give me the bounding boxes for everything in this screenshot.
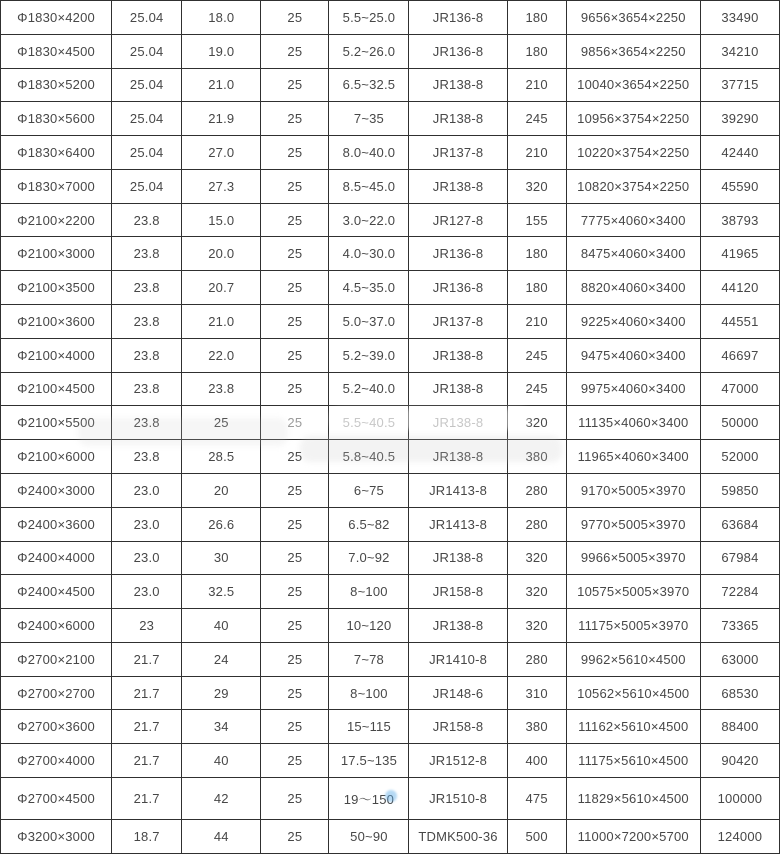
cell-model: Φ2100×3500 — [1, 271, 112, 305]
cell-dimensions: 10562×5610×4500 — [566, 676, 700, 710]
cell-feeding-size: 25 — [261, 507, 329, 541]
cell-dimensions: 11000×7200×5700 — [566, 820, 700, 854]
cell-ball-load: 44 — [182, 820, 261, 854]
cell-dimensions: 9770×5005×3970 — [566, 507, 700, 541]
cell-model: Φ2100×4500 — [1, 372, 112, 406]
cell-weight: 33490 — [700, 1, 779, 35]
cell-power: 210 — [507, 68, 566, 102]
cell-weight: 59850 — [700, 473, 779, 507]
cell-weight: 37715 — [700, 68, 779, 102]
cell-ball-load: 15.0 — [182, 203, 261, 237]
cell-motor-model: JR1413-8 — [409, 473, 507, 507]
cell-power: 210 — [507, 136, 566, 170]
cell-capacity: 7~35 — [329, 102, 409, 136]
cell-power: 180 — [507, 34, 566, 68]
cell-speed: 23.0 — [112, 507, 182, 541]
cell-capacity: 50~90 — [329, 820, 409, 854]
table-row — [1, 338, 780, 372]
cell-speed: 25.04 — [112, 169, 182, 203]
cell-speed: 25.04 — [112, 1, 182, 35]
cell-feeding-size: 25 — [261, 271, 329, 305]
table-row — [1, 744, 780, 778]
cell-dimensions: 9856×3654×2250 — [566, 34, 700, 68]
cell-power: 380 — [507, 440, 566, 474]
cell-dimensions: 11135×4060×3400 — [566, 406, 700, 440]
cell-speed: 21.7 — [112, 777, 182, 819]
cell-capacity: 7.0~92 — [329, 541, 409, 575]
table-row — [1, 473, 780, 507]
cell-ball-load: 32.5 — [182, 575, 261, 609]
cell-feeding-size: 25 — [261, 237, 329, 271]
cell-dimensions: 9975×4060×3400 — [566, 372, 700, 406]
cell-model: Φ1830×6400 — [1, 136, 112, 170]
cell-speed: 18.7 — [112, 820, 182, 854]
cell-model: Φ1830×5600 — [1, 102, 112, 136]
cell-motor-model: JR138-8 — [409, 68, 507, 102]
cell-weight: 50000 — [700, 406, 779, 440]
cell-weight: 34210 — [700, 34, 779, 68]
cell-speed: 23.8 — [112, 203, 182, 237]
cell-motor-model: JR127-8 — [409, 203, 507, 237]
table-row — [1, 372, 780, 406]
cell-model: Φ2100×6000 — [1, 440, 112, 474]
cell-weight: 73365 — [700, 609, 779, 643]
table-row — [1, 609, 780, 643]
cell-capacity: 5.5~40.5 — [329, 406, 409, 440]
cell-ball-load: 25 — [182, 406, 261, 440]
cell-power: 280 — [507, 507, 566, 541]
cell-dimensions: 10956×3754×2250 — [566, 102, 700, 136]
cell-power: 280 — [507, 473, 566, 507]
cell-ball-load: 22.0 — [182, 338, 261, 372]
cell-capacity: 6.5~82 — [329, 507, 409, 541]
cell-weight: 42440 — [700, 136, 779, 170]
cell-dimensions: 10040×3654×2250 — [566, 68, 700, 102]
cell-dimensions: 9475×4060×3400 — [566, 338, 700, 372]
cell-motor-model: JR138-8 — [409, 541, 507, 575]
cell-model: Φ2100×5500 — [1, 406, 112, 440]
table-row — [1, 34, 780, 68]
cell-motor-model: JR138-8 — [409, 372, 507, 406]
cell-motor-model: TDMK500-36 — [409, 820, 507, 854]
cell-weight: 38793 — [700, 203, 779, 237]
cell-feeding-size: 25 — [261, 473, 329, 507]
cell-model: Φ2700×2700 — [1, 676, 112, 710]
cell-ball-load: 21.9 — [182, 102, 261, 136]
cell-motor-model: JR1510-8 — [409, 777, 507, 819]
cell-feeding-size: 25 — [261, 710, 329, 744]
cell-model: Φ1830×4500 — [1, 34, 112, 68]
cell-ball-load: 34 — [182, 710, 261, 744]
cell-model: Φ2700×4000 — [1, 744, 112, 778]
cell-weight: 41965 — [700, 237, 779, 271]
cell-weight: 45590 — [700, 169, 779, 203]
table-row — [1, 777, 780, 819]
cell-ball-load: 20.0 — [182, 237, 261, 271]
cell-power: 180 — [507, 237, 566, 271]
cell-feeding-size: 25 — [261, 676, 329, 710]
table-row — [1, 203, 780, 237]
cell-power: 400 — [507, 744, 566, 778]
cell-model: Φ2400×4500 — [1, 575, 112, 609]
cell-weight: 44120 — [700, 271, 779, 305]
cell-motor-model: JR138-8 — [409, 102, 507, 136]
cell-weight: 52000 — [700, 440, 779, 474]
cell-model: Φ2100×2200 — [1, 203, 112, 237]
cell-speed: 25.04 — [112, 136, 182, 170]
cell-dimensions: 8820×4060×3400 — [566, 271, 700, 305]
cell-motor-model: JR158-8 — [409, 710, 507, 744]
cell-dimensions: 7775×4060×3400 — [566, 203, 700, 237]
cell-ball-load: 40 — [182, 609, 261, 643]
cell-capacity: 15~115 — [329, 710, 409, 744]
cell-feeding-size: 25 — [261, 777, 329, 819]
cell-model: Φ2400×3000 — [1, 473, 112, 507]
cell-power: 245 — [507, 102, 566, 136]
cell-speed: 25.04 — [112, 68, 182, 102]
cell-dimensions: 10220×3754×2250 — [566, 136, 700, 170]
cell-power: 280 — [507, 642, 566, 676]
cell-ball-load: 19.0 — [182, 34, 261, 68]
cell-feeding-size: 25 — [261, 1, 329, 35]
cell-power: 155 — [507, 203, 566, 237]
cell-power: 320 — [507, 541, 566, 575]
cell-weight: 124000 — [700, 820, 779, 854]
cell-capacity: 8~100 — [329, 676, 409, 710]
table-row — [1, 68, 780, 102]
cell-weight: 72284 — [700, 575, 779, 609]
cell-power: 380 — [507, 710, 566, 744]
cell-model: Φ2700×4500 — [1, 777, 112, 819]
cell-dimensions: 9170×5005×3970 — [566, 473, 700, 507]
cell-capacity: 17.5~135 — [329, 744, 409, 778]
cell-power: 210 — [507, 305, 566, 339]
cell-model: Φ1830×7000 — [1, 169, 112, 203]
cell-dimensions: 11162×5610×4500 — [566, 710, 700, 744]
cell-ball-load: 21.0 — [182, 68, 261, 102]
cell-speed: 23.8 — [112, 406, 182, 440]
cell-model: Φ2100×3000 — [1, 237, 112, 271]
table-row — [1, 710, 780, 744]
cell-dimensions: 11175×5005×3970 — [566, 609, 700, 643]
cell-motor-model: JR138-8 — [409, 169, 507, 203]
cell-dimensions: 9225×4060×3400 — [566, 305, 700, 339]
spec-table-body — [1, 1, 780, 854]
cell-model: Φ2700×2100 — [1, 642, 112, 676]
cell-feeding-size: 25 — [261, 203, 329, 237]
cell-dimensions: 9962×5610×4500 — [566, 642, 700, 676]
cell-speed: 23 — [112, 609, 182, 643]
cell-weight: 63684 — [700, 507, 779, 541]
cell-motor-model: JR1413-8 — [409, 507, 507, 541]
cell-speed: 21.7 — [112, 744, 182, 778]
cell-model: Φ3200×3000 — [1, 820, 112, 854]
cell-feeding-size: 25 — [261, 744, 329, 778]
cell-speed: 23.0 — [112, 575, 182, 609]
cell-motor-model: JR137-8 — [409, 136, 507, 170]
cell-speed: 23.8 — [112, 372, 182, 406]
cell-motor-model: JR1410-8 — [409, 642, 507, 676]
cell-ball-load: 23.8 — [182, 372, 261, 406]
cell-capacity: 3.0~22.0 — [329, 203, 409, 237]
cell-dimensions: 11175×5610×4500 — [566, 744, 700, 778]
cell-model: Φ2400×4000 — [1, 541, 112, 575]
cell-feeding-size: 25 — [261, 68, 329, 102]
cell-ball-load: 30 — [182, 541, 261, 575]
cell-model: Φ2100×4000 — [1, 338, 112, 372]
cell-dimensions: 10820×3754×2250 — [566, 169, 700, 203]
cell-motor-model: JR148-6 — [409, 676, 507, 710]
cell-motor-model: JR136-8 — [409, 1, 507, 35]
cell-ball-load: 27.3 — [182, 169, 261, 203]
cell-capacity: 4.0~30.0 — [329, 237, 409, 271]
cell-power: 320 — [507, 169, 566, 203]
cell-power: 475 — [507, 777, 566, 819]
cell-speed: 21.7 — [112, 676, 182, 710]
cell-feeding-size: 25 — [261, 541, 329, 575]
cell-motor-model: JR138-8 — [409, 406, 507, 440]
cell-capacity: 8.5~45.0 — [329, 169, 409, 203]
table-row — [1, 642, 780, 676]
table-row — [1, 541, 780, 575]
cell-feeding-size: 25 — [261, 609, 329, 643]
cell-power: 180 — [507, 1, 566, 35]
cell-weight: 100000 — [700, 777, 779, 819]
cell-motor-model: JR138-8 — [409, 338, 507, 372]
cell-speed: 23.0 — [112, 541, 182, 575]
cell-speed: 21.7 — [112, 642, 182, 676]
cell-capacity: 4.5~35.0 — [329, 271, 409, 305]
cell-power: 500 — [507, 820, 566, 854]
cell-feeding-size: 25 — [261, 372, 329, 406]
cell-weight: 63000 — [700, 642, 779, 676]
table-row — [1, 305, 780, 339]
table-row — [1, 820, 780, 854]
table-row — [1, 169, 780, 203]
cell-speed: 25.04 — [112, 34, 182, 68]
cell-dimensions: 9966×5005×3970 — [566, 541, 700, 575]
cell-power: 320 — [507, 575, 566, 609]
cell-capacity: 7~78 — [329, 642, 409, 676]
cell-motor-model: JR138-8 — [409, 609, 507, 643]
cell-dimensions: 9656×3654×2250 — [566, 1, 700, 35]
cell-speed: 23.8 — [112, 271, 182, 305]
cell-capacity: 8.0~40.0 — [329, 136, 409, 170]
cell-feeding-size: 25 — [261, 338, 329, 372]
cell-weight: 88400 — [700, 710, 779, 744]
table-row — [1, 271, 780, 305]
cell-model: Φ2100×3600 — [1, 305, 112, 339]
table-row — [1, 406, 780, 440]
cell-ball-load: 18.0 — [182, 1, 261, 35]
cell-dimensions: 11965×4060×3400 — [566, 440, 700, 474]
cell-power: 245 — [507, 338, 566, 372]
table-row — [1, 136, 780, 170]
cell-capacity: 5.2~26.0 — [329, 34, 409, 68]
cell-motor-model: JR1512-8 — [409, 744, 507, 778]
cell-feeding-size: 25 — [261, 642, 329, 676]
cell-capacity: 6~75 — [329, 473, 409, 507]
cell-weight: 90420 — [700, 744, 779, 778]
cell-ball-load: 28.5 — [182, 440, 261, 474]
cell-power: 245 — [507, 372, 566, 406]
cell-capacity: 8~100 — [329, 575, 409, 609]
cell-capacity: 5.0~37.0 — [329, 305, 409, 339]
cell-capacity: 6.5~32.5 — [329, 68, 409, 102]
cell-motor-model: JR137-8 — [409, 305, 507, 339]
cell-model: Φ2700×3600 — [1, 710, 112, 744]
cell-power: 180 — [507, 271, 566, 305]
table-row — [1, 575, 780, 609]
cell-capacity: 5.8~40.5 — [329, 440, 409, 474]
cell-weight: 47000 — [700, 372, 779, 406]
cell-capacity: 5.2~39.0 — [329, 338, 409, 372]
cell-feeding-size: 25 — [261, 575, 329, 609]
cell-capacity: 19～150 — [329, 777, 409, 819]
cell-capacity: 10~120 — [329, 609, 409, 643]
table-row — [1, 102, 780, 136]
cell-model: Φ2400×3600 — [1, 507, 112, 541]
cell-ball-load: 26.6 — [182, 507, 261, 541]
table-row — [1, 237, 780, 271]
cell-capacity: 5.5~25.0 — [329, 1, 409, 35]
cell-power: 320 — [507, 406, 566, 440]
cell-feeding-size: 25 — [261, 820, 329, 854]
cell-model: Φ1830×4200 — [1, 1, 112, 35]
cell-speed: 23.8 — [112, 237, 182, 271]
cell-ball-load: 40 — [182, 744, 261, 778]
cell-ball-load: 20.7 — [182, 271, 261, 305]
cell-motor-model: JR136-8 — [409, 271, 507, 305]
cell-speed: 23.0 — [112, 473, 182, 507]
cell-dimensions: 8475×4060×3400 — [566, 237, 700, 271]
cell-ball-load: 42 — [182, 777, 261, 819]
cell-speed: 25.04 — [112, 102, 182, 136]
cell-motor-model: JR136-8 — [409, 34, 507, 68]
cell-motor-model: JR138-8 — [409, 440, 507, 474]
cell-speed: 23.8 — [112, 338, 182, 372]
cell-power: 310 — [507, 676, 566, 710]
cell-motor-model: JR136-8 — [409, 237, 507, 271]
cell-feeding-size: 25 — [261, 169, 329, 203]
cell-ball-load: 27.0 — [182, 136, 261, 170]
table-row — [1, 1, 780, 35]
cell-weight: 67984 — [700, 541, 779, 575]
cell-feeding-size: 25 — [261, 34, 329, 68]
cell-weight: 46697 — [700, 338, 779, 372]
cell-ball-load: 24 — [182, 642, 261, 676]
cell-weight: 44551 — [700, 305, 779, 339]
cell-speed: 23.8 — [112, 440, 182, 474]
cell-power: 320 — [507, 609, 566, 643]
cell-dimensions: 10575×5005×3970 — [566, 575, 700, 609]
table-row — [1, 440, 780, 474]
cell-feeding-size: 25 — [261, 305, 329, 339]
cell-model: Φ1830×5200 — [1, 68, 112, 102]
cell-feeding-size: 25 — [261, 102, 329, 136]
cell-speed: 23.8 — [112, 305, 182, 339]
cell-weight: 39290 — [700, 102, 779, 136]
cell-feeding-size: 25 — [261, 406, 329, 440]
cell-capacity: 5.2~40.0 — [329, 372, 409, 406]
cell-ball-load: 20 — [182, 473, 261, 507]
cell-weight: 68530 — [700, 676, 779, 710]
cell-speed: 21.7 — [112, 710, 182, 744]
cell-feeding-size: 25 — [261, 136, 329, 170]
cell-model: Φ2400×6000 — [1, 609, 112, 643]
table-row — [1, 676, 780, 710]
cell-ball-load: 21.0 — [182, 305, 261, 339]
cell-dimensions: 11829×5610×4500 — [566, 777, 700, 819]
table-row — [1, 507, 780, 541]
cell-motor-model: JR158-8 — [409, 575, 507, 609]
cell-ball-load: 29 — [182, 676, 261, 710]
cell-feeding-size: 25 — [261, 440, 329, 474]
